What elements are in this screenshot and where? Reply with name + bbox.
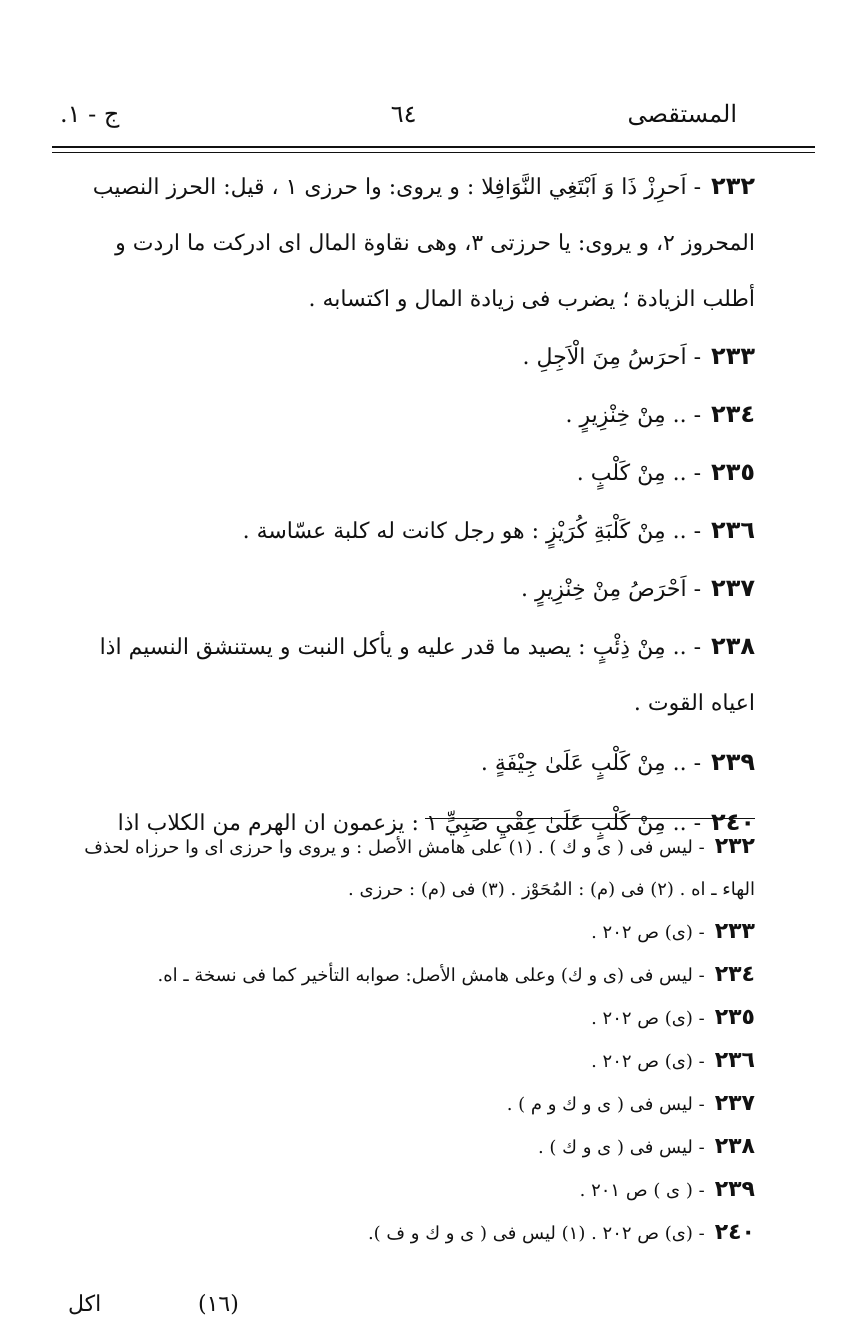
- book-title: المستقصى: [627, 100, 737, 128]
- entry-237: [64, 560, 755, 618]
- note-text: - ليس فى ( ى و ك ) .: [537, 1137, 705, 1158]
- page-number: ٦٤: [390, 100, 417, 128]
- note-232: [64, 826, 755, 911]
- note-240: [64, 1212, 755, 1255]
- entry-text: - .. مِنْ خِنْزِيرٍ .: [565, 403, 702, 428]
- note-number: ٢٣٧: [714, 1091, 755, 1116]
- note-number: ٢٣٦: [714, 1048, 755, 1073]
- note-239: [64, 1169, 755, 1212]
- entry-234: [64, 386, 755, 444]
- entry-number: ٢٣٥: [711, 458, 755, 486]
- note-text: - (ى) ص ٢٠٢ .: [591, 1008, 705, 1029]
- entry-number: ٢٣٧: [711, 574, 755, 602]
- header-rule: [52, 146, 815, 153]
- note-233: [64, 911, 755, 954]
- note-number: ٢٣٨: [714, 1134, 755, 1159]
- entry-number: ٢٤٠: [711, 808, 755, 836]
- note-text: - (ى) ص ٢٠٢ .: [591, 922, 705, 943]
- note-235: [64, 997, 755, 1040]
- entry-text: - .. مِنْ كَلْبٍ عَلَىٰ جِيْفَةٍ .: [480, 751, 702, 776]
- note-text: - (ى) ص ٢٠٢ . (١) ليس فى ( ى و ك و ف ).: [367, 1223, 705, 1244]
- entry-236: [64, 502, 755, 560]
- note-text: - ليس فى (ى و ك) وعلى هامش الأصل: صوابه التأخير كما فى نسخة ـ اه.: [157, 965, 705, 986]
- entry-235: [64, 444, 755, 502]
- entry-text: - .. مِنْ كَلْبٍ .: [576, 461, 702, 486]
- note-236: [64, 1040, 755, 1083]
- entry-text: - اَحْرَصُ مِنْ خِنْزِيرٍ .: [521, 577, 702, 602]
- note-text: - ليس فى ( ى و ك ) . (١) على هامش الأصل : و يروى وا حرزى اى وا حرزاه لحذف الهاء ـ اه . (٢) فى (م) : المُحَوْز . (٣) فى (م) : حرزى .: [84, 837, 755, 900]
- entry-238: [64, 618, 755, 732]
- entry-text: - اَحرَسُ مِنَ الْاَجِلِ .: [522, 345, 702, 370]
- entry-number: ٢٣٦: [711, 516, 755, 544]
- entry-text: - .. مِنْ ذِئْبٍ : يصيد ما قدر عليه و يأكل النبت و يستنشق النسيم اذا اعياه القوت .: [99, 635, 755, 716]
- note-237: [64, 1083, 755, 1126]
- entry-239: [64, 732, 755, 794]
- signature-mark: (١٦): [198, 1292, 239, 1317]
- note-text: - (ى) ص ٢٠٢ .: [591, 1051, 705, 1072]
- note-234: [64, 954, 755, 997]
- note-number: ٢٣٢: [714, 834, 755, 859]
- note-number: ٢٣٣: [714, 919, 755, 944]
- note-number: ٢٣٩: [714, 1177, 755, 1202]
- entry-233: [64, 328, 755, 386]
- volume-marker: ج - ١.: [60, 100, 120, 128]
- main-text: [64, 158, 755, 852]
- page-footer: [68, 1292, 328, 1328]
- running-head: [60, 100, 737, 140]
- entry-text: - .. مِنْ كَلْبَةِ كُرَيْزٍ : هو رجل كانت له كلبة عسّاسة .: [242, 519, 702, 544]
- entry-number: ٢٣٨: [711, 632, 755, 660]
- apparatus-notes: [64, 826, 755, 1255]
- entry-text: - .. مِنْ كَلْبٍ عَلَىٰ عِقْيِ صَبِيٍّ ١ : يزعمون ان الهرم من الكلاب اذا: [117, 811, 702, 836]
- entry-number: ٢٣٢: [711, 172, 755, 200]
- entry-number: ٢٣٣: [711, 342, 755, 370]
- entry-number: ٢٣٤: [711, 400, 755, 428]
- note-number: ٢٣٥: [714, 1005, 755, 1030]
- footnote-rule: [425, 818, 755, 819]
- entry-232: [64, 158, 755, 328]
- catchword: اكل: [68, 1292, 102, 1317]
- note-238: [64, 1126, 755, 1169]
- note-text: - ( ى ) ص ٢٠١ .: [579, 1180, 705, 1201]
- entry-text: - اَحرِزْ ذَا وَ اَبْتَغِي النَّوَافِلا : و يروى: وا حرزى ١ ، قيل: الحرز النصيب المحروز ٢، و يروى: يا حرزتى ٣، وهى نقاوة المال اى ادركت ما اردت و أطلب الزيادة ؛ يضرب فى زيادة المال و اكتسابه .: [92, 175, 755, 312]
- note-number: ٢٣٤: [714, 962, 755, 987]
- entry-number: ٢٣٩: [711, 748, 755, 776]
- note-text: - ليس فى ( ى و ك و م ) .: [506, 1094, 705, 1115]
- note-number: ٢٤٠: [714, 1220, 755, 1245]
